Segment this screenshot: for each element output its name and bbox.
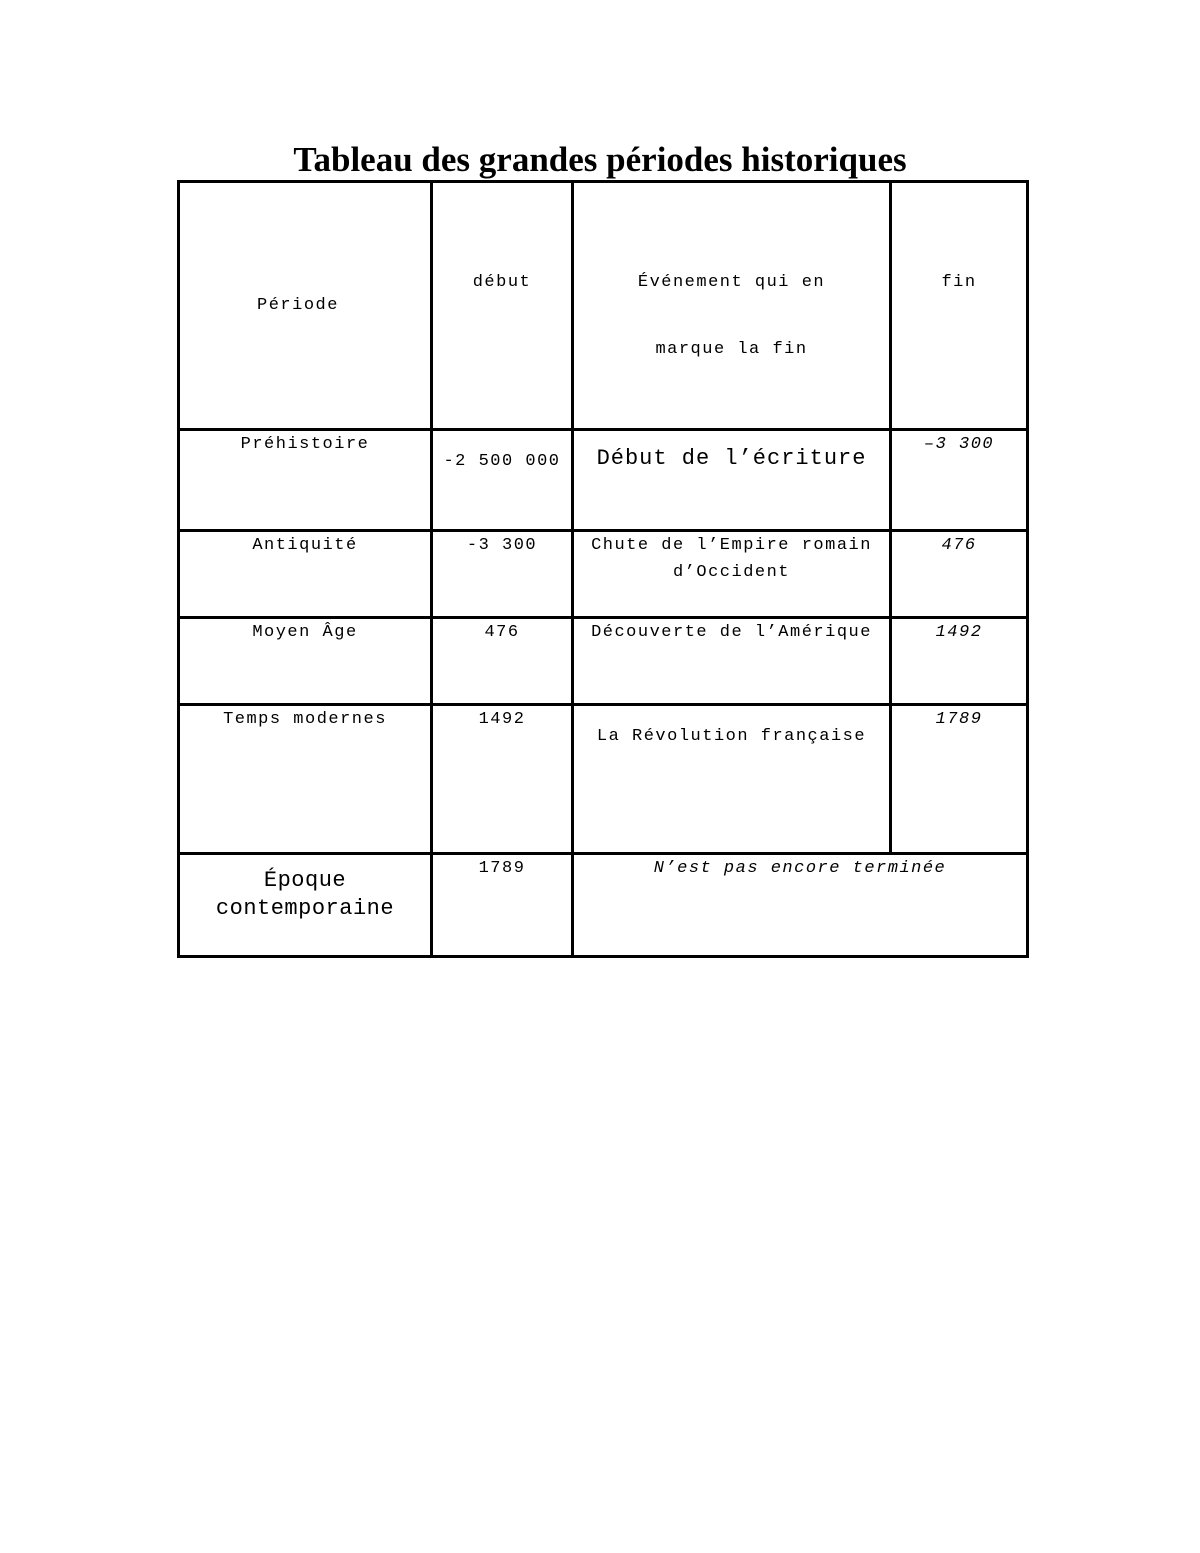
- end-cell: 1492: [891, 618, 1028, 705]
- end-cell: 1789: [891, 705, 1028, 854]
- start-cell: 1789: [432, 854, 573, 957]
- period-cell: Temps modernes: [179, 705, 432, 854]
- period-cell: Moyen Âge: [179, 618, 432, 705]
- table-row: [179, 705, 1028, 854]
- header-start: début: [432, 182, 573, 430]
- event-cell: Chute de l’Empire romain d’Occident: [573, 531, 891, 618]
- header-event-line2: marque la fin: [655, 340, 808, 359]
- table-row: [179, 618, 1028, 705]
- periods-table: [177, 180, 1029, 958]
- header-event-line1: Événement qui en: [637, 273, 826, 292]
- period-cell: Époque contemporaine: [179, 854, 432, 957]
- header-event: [573, 182, 891, 430]
- table-row: [179, 531, 1028, 618]
- end-cell: 476: [891, 531, 1028, 618]
- event-cell: La Révolution française: [573, 705, 891, 854]
- period-cell: Antiquité: [179, 531, 432, 618]
- event-cell: Découverte de l’Amérique: [573, 618, 891, 705]
- header-period: Période: [179, 182, 432, 430]
- event-cell-ongoing: N’est pas encore terminée: [573, 854, 1028, 957]
- header-end: fin: [891, 182, 1028, 430]
- end-cell: –3 300: [891, 430, 1028, 531]
- table-header-row: [179, 182, 1028, 430]
- table-row: [179, 854, 1028, 957]
- document-title: Tableau des grandes périodes historiques: [293, 140, 907, 179]
- table-row: [179, 430, 1028, 531]
- event-cell: Début de l’écriture: [573, 430, 891, 531]
- period-cell: Préhistoire: [179, 430, 432, 531]
- start-cell: -2 500 000: [432, 430, 573, 531]
- start-cell: 1492: [432, 705, 573, 854]
- start-cell: -3 300: [432, 531, 573, 618]
- start-cell: 476: [432, 618, 573, 705]
